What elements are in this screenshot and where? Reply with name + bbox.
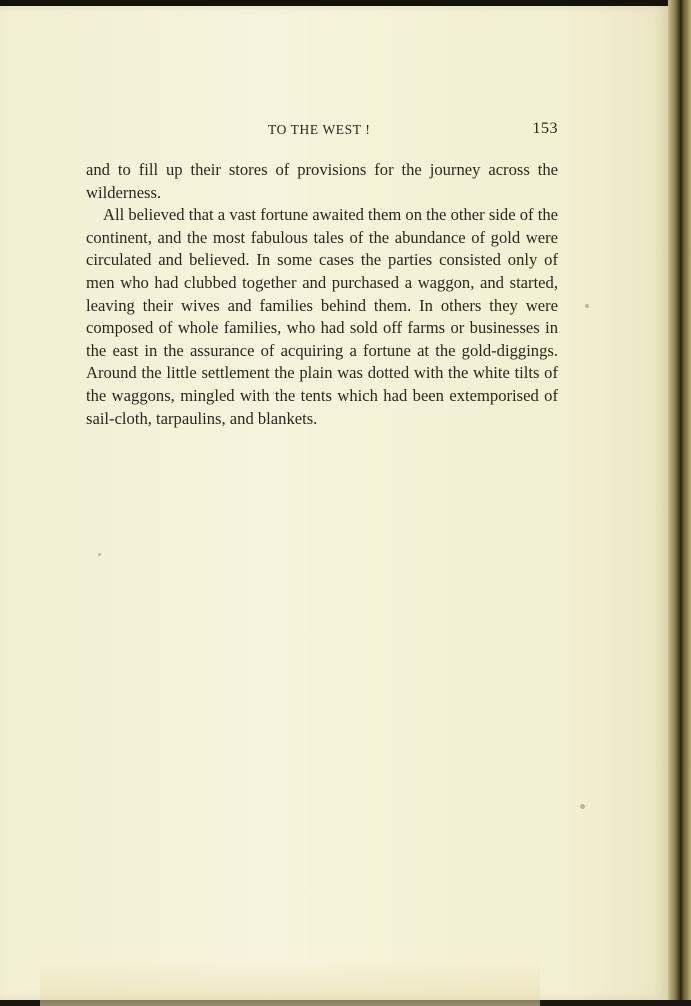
page-number: 153 <box>532 120 558 137</box>
book-page <box>0 6 668 1000</box>
paper-speck <box>585 304 589 308</box>
body-text <box>86 159 558 430</box>
book-spine <box>668 0 691 1000</box>
page-header <box>86 120 558 144</box>
paragraph-continued: and to fill up their stores of provisions for the journey across the wilderness. <box>86 160 558 202</box>
running-title: TO THE WEST ! <box>268 122 371 137</box>
paragraph: All believed that a vast fortune awaited them on the other side of the continent, and the most fabulous tales of the abundance of gold were circulated and believed. In some cases the parties consisted only of men who had clubbed together and purchased a waggon, and started, leaving their wives and families behind them. In others they were composed of whole families, who had sold off farms or businesses in the east in the assurance of acquiring a fortune at the gold-diggings. Around the little settlement the plain was dotted with the white tilts of the waggons, mingled with the tents which had been extemporised of sail-cloth, tarpaulins, and blankets. <box>86 205 558 428</box>
paper-speck <box>98 553 101 556</box>
paper-stain <box>40 961 540 1006</box>
paper-speck <box>580 804 585 809</box>
